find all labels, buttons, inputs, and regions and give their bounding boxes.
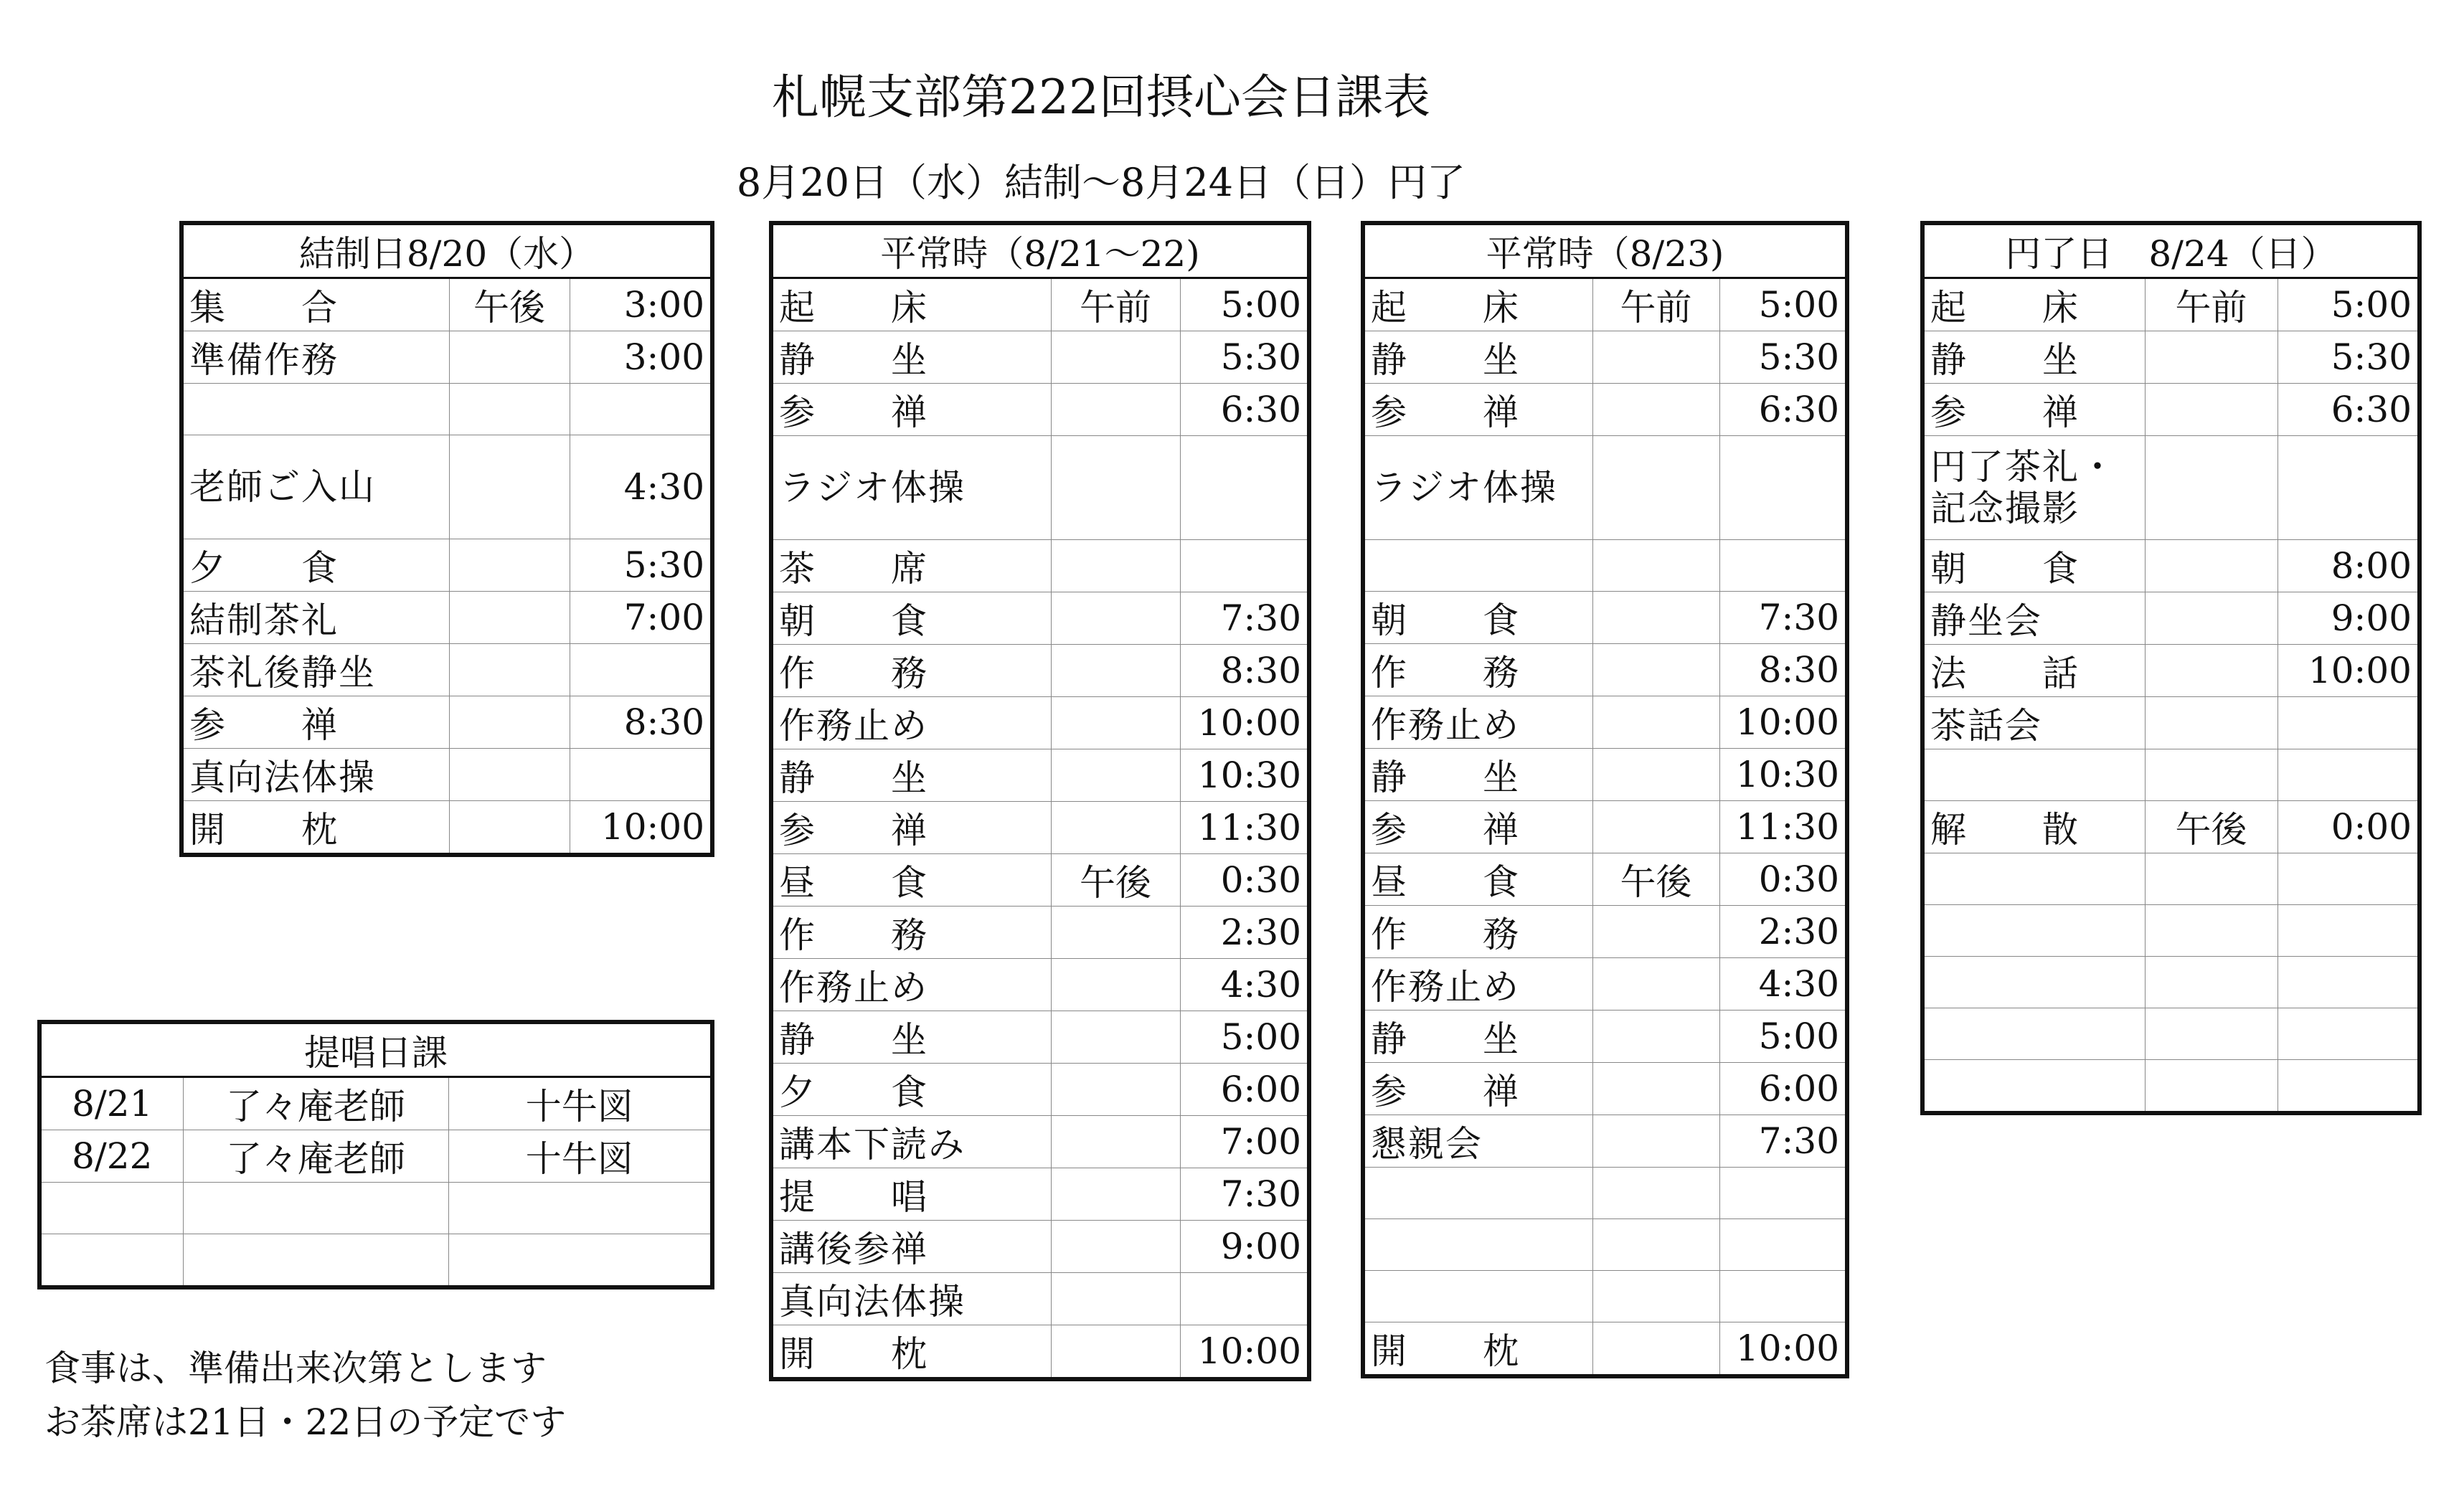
table-row <box>771 384 1309 436</box>
ampm-cell <box>1592 540 1719 592</box>
time-cell: 6:00 <box>1180 1064 1309 1116</box>
time-cell <box>2277 436 2420 540</box>
table-row <box>771 1011 1309 1064</box>
table-row <box>1363 384 1847 436</box>
activity-cell: 静 坐 <box>771 1011 1051 1064</box>
time-cell: 7:30 <box>1180 1168 1309 1221</box>
ampm-cell <box>2145 592 2277 645</box>
activity-cell: 法 話 <box>1922 645 2145 697</box>
table-row <box>181 278 712 331</box>
time-cell: 5:30 <box>570 539 712 592</box>
activity-cell: 茶礼後静坐 <box>181 644 449 696</box>
text-cell <box>448 1183 712 1234</box>
time-cell: 5:00 <box>1719 1011 1847 1063</box>
time-cell: 5:30 <box>2277 331 2420 384</box>
activity-cell <box>1363 540 1592 592</box>
table-row <box>1363 749 1847 801</box>
activity-cell: 静 坐 <box>771 749 1051 802</box>
ampm-cell <box>1592 958 1719 1011</box>
time-cell: 7:00 <box>1180 1116 1309 1168</box>
time-cell: 9:00 <box>1180 1221 1309 1273</box>
ampm-cell <box>2145 331 2277 384</box>
ampm-cell <box>1592 1271 1719 1322</box>
table-row <box>1922 592 2420 645</box>
ampm-cell <box>449 644 570 696</box>
activity-cell: 作務止め <box>771 959 1051 1011</box>
activity-cell: 真向法体操 <box>181 749 449 801</box>
ampm-cell <box>1592 1322 1719 1377</box>
teishou-table <box>37 1020 714 1289</box>
time-cell: 8:30 <box>570 696 712 749</box>
table-row <box>1363 696 1847 749</box>
date-cell: 8/21 <box>39 1077 183 1130</box>
time-cell: 6:30 <box>1719 384 1847 436</box>
table-row <box>771 959 1309 1011</box>
activity-cell: 作務止め <box>1363 958 1592 1011</box>
table-row <box>771 749 1309 802</box>
ampm-cell <box>1592 1168 1719 1219</box>
time-cell: 10:30 <box>1719 749 1847 801</box>
ampm-cell <box>1051 1168 1180 1221</box>
table-row <box>771 540 1309 592</box>
activity-cell: 解 散 <box>1922 801 2145 853</box>
ampm-cell <box>1051 540 1180 592</box>
time-cell: 7:00 <box>570 592 712 644</box>
activity-cell <box>1922 1008 2145 1060</box>
time-cell <box>2277 905 2420 957</box>
time-cell <box>2277 957 2420 1008</box>
time-cell: 3:00 <box>570 331 712 384</box>
activity-cell: 講本下読み <box>771 1116 1051 1168</box>
table-row <box>181 592 712 644</box>
table-row <box>1363 958 1847 1011</box>
time-cell <box>2277 1060 2420 1114</box>
activity-cell <box>1363 1168 1592 1219</box>
table-row <box>181 435 712 539</box>
time-cell: 10:00 <box>1719 696 1847 749</box>
ampm-cell <box>2145 540 2277 592</box>
table-row <box>181 644 712 696</box>
activity-cell: 参 禅 <box>181 696 449 749</box>
ampm-cell <box>449 331 570 384</box>
activity-cell: 起 床 <box>771 278 1051 331</box>
table-row <box>1363 1219 1847 1271</box>
ampm-cell <box>2145 1008 2277 1060</box>
teacher-cell: 了々庵老師 <box>183 1130 448 1183</box>
table-row <box>771 645 1309 697</box>
table-row <box>771 1273 1309 1325</box>
activity-cell: 朝 食 <box>771 592 1051 645</box>
table-row <box>181 749 712 801</box>
table-row <box>771 1064 1309 1116</box>
activity-cell <box>181 384 449 435</box>
ampm-cell <box>2145 697 2277 749</box>
heijou1-header: 平常時（8/21～22) <box>771 223 1309 278</box>
activity-cell: 準備作務 <box>181 331 449 384</box>
ampm-cell <box>2145 853 2277 905</box>
heijou1-table <box>769 221 1311 1381</box>
time-cell: 5:30 <box>1180 331 1309 384</box>
activity-cell: 作 務 <box>771 907 1051 959</box>
time-cell: 11:30 <box>1180 802 1309 854</box>
heijou2-table <box>1361 221 1849 1378</box>
time-cell <box>1180 540 1309 592</box>
activity-cell: 参 禅 <box>1922 384 2145 436</box>
ampm-cell <box>1592 1011 1719 1063</box>
enryou-table <box>1920 221 2422 1115</box>
time-cell: 8:30 <box>1180 645 1309 697</box>
time-cell <box>570 384 712 435</box>
table-row <box>1922 853 2420 905</box>
time-cell <box>570 749 712 801</box>
table-row <box>771 1221 1309 1273</box>
ampm-cell <box>1051 907 1180 959</box>
table-row <box>1363 853 1847 906</box>
activity-cell: 真向法体操 <box>771 1273 1051 1325</box>
table-row <box>1363 540 1847 592</box>
ampm-cell <box>2145 436 2277 540</box>
activity-cell: 開 枕 <box>771 1325 1051 1380</box>
ampm-cell <box>2145 957 2277 1008</box>
ampm-cell <box>1592 801 1719 853</box>
ampm-cell <box>1051 749 1180 802</box>
teacher-cell: 了々庵老師 <box>183 1077 448 1130</box>
ampm-cell <box>1051 959 1180 1011</box>
ampm-cell <box>2145 384 2277 436</box>
ampm-cell <box>1592 906 1719 958</box>
ampm-cell: 午後 <box>1592 853 1719 906</box>
teacher-cell <box>183 1234 448 1288</box>
table-row <box>771 1116 1309 1168</box>
activity-cell: ラジオ体操 <box>771 436 1051 540</box>
table-row <box>1922 1008 2420 1060</box>
table-row <box>39 1234 712 1288</box>
time-cell <box>1719 1271 1847 1322</box>
activity-cell <box>1922 749 2145 801</box>
activity-cell: 作 務 <box>771 645 1051 697</box>
table-row <box>1922 1060 2420 1114</box>
activity-cell <box>1922 1060 2145 1114</box>
ampm-cell <box>1592 696 1719 749</box>
activity-cell: 夕 食 <box>771 1064 1051 1116</box>
activity-cell: 昼 食 <box>771 854 1051 907</box>
table-row <box>771 697 1309 749</box>
activity-cell: 静 坐 <box>1363 749 1592 801</box>
ampm-cell <box>449 801 570 856</box>
table-row <box>1922 540 2420 592</box>
time-cell: 4:30 <box>1180 959 1309 1011</box>
ampm-cell <box>1592 1115 1719 1168</box>
table-row <box>1363 436 1847 540</box>
table-row <box>1922 749 2420 801</box>
activity-cell: 昼 食 <box>1363 853 1592 906</box>
ampm-cell <box>1592 1063 1719 1115</box>
table-row <box>1922 331 2420 384</box>
teishou-header: 提唱日課 <box>39 1022 712 1077</box>
time-cell: 7:30 <box>1719 592 1847 644</box>
activity-cell: 静 坐 <box>771 331 1051 384</box>
activity-cell: 朝 食 <box>1922 540 2145 592</box>
text-cell <box>448 1234 712 1288</box>
ampm-cell <box>1051 1273 1180 1325</box>
ampm-cell <box>1051 1011 1180 1064</box>
activity-cell: 参 禅 <box>1363 801 1592 853</box>
table-row <box>1363 1271 1847 1322</box>
ampm-cell: 午前 <box>1051 278 1180 331</box>
time-cell: 11:30 <box>1719 801 1847 853</box>
time-cell: 2:30 <box>1719 906 1847 958</box>
ampm-cell <box>1051 1116 1180 1168</box>
activity-cell: 静 坐 <box>1363 1011 1592 1063</box>
table-row <box>1363 1063 1847 1115</box>
ampm-cell <box>1592 592 1719 644</box>
page-subtitle: 8月20日（水）結制～8月24日（日）円了 <box>736 160 1466 205</box>
table-row <box>771 278 1309 331</box>
table-row <box>771 1168 1309 1221</box>
ampm-cell <box>1051 436 1180 540</box>
activity-cell: 集 合 <box>181 278 449 331</box>
time-cell: 6:00 <box>1719 1063 1847 1115</box>
ampm-cell <box>1592 1219 1719 1271</box>
table-row <box>1363 906 1847 958</box>
time-cell: 3:00 <box>570 278 712 331</box>
activity-cell: 参 禅 <box>1363 384 1592 436</box>
time-cell: 7:30 <box>1719 1115 1847 1168</box>
activity-cell: 起 床 <box>1922 278 2145 331</box>
time-cell <box>1719 436 1847 540</box>
time-cell: 9:00 <box>2277 592 2420 645</box>
ampm-cell: 午後 <box>2145 801 2277 853</box>
ampm-cell <box>1051 802 1180 854</box>
table-row <box>1922 905 2420 957</box>
ampm-cell: 午前 <box>1592 278 1719 331</box>
table-row <box>39 1130 712 1183</box>
table-row <box>771 802 1309 854</box>
activity-cell: 提 唱 <box>771 1168 1051 1221</box>
time-cell: 0:00 <box>2277 801 2420 853</box>
table-row <box>1363 278 1847 331</box>
kessei-header: 結制日8/20（水） <box>181 223 712 278</box>
time-cell: 10:30 <box>1180 749 1309 802</box>
table-row <box>1363 1168 1847 1219</box>
table-row <box>1922 697 2420 749</box>
table-row <box>1363 644 1847 696</box>
ampm-cell <box>2145 645 2277 697</box>
ampm-cell <box>2145 749 2277 801</box>
activity-cell <box>1363 1271 1592 1322</box>
time-cell: 5:00 <box>2277 278 2420 331</box>
time-cell <box>1180 1273 1309 1325</box>
activity-cell: 作 務 <box>1363 644 1592 696</box>
ampm-cell <box>449 435 570 539</box>
time-cell: 7:30 <box>1180 592 1309 645</box>
time-cell: 4:30 <box>570 435 712 539</box>
ampm-cell <box>1592 749 1719 801</box>
activity-cell: 作 務 <box>1363 906 1592 958</box>
time-cell: 10:00 <box>1719 1322 1847 1377</box>
time-cell <box>2277 697 2420 749</box>
time-cell: 0:30 <box>1719 853 1847 906</box>
activity-cell: 茶話会 <box>1922 697 2145 749</box>
table-row <box>771 592 1309 645</box>
time-cell <box>2277 1008 2420 1060</box>
activity-cell <box>1363 1219 1592 1271</box>
activity-cell: 起 床 <box>1363 278 1592 331</box>
time-cell <box>1719 1219 1847 1271</box>
table-row <box>1922 278 2420 331</box>
activity-cell: 静 坐 <box>1363 331 1592 384</box>
time-cell: 10:00 <box>1180 1325 1309 1380</box>
ampm-cell <box>1051 331 1180 384</box>
activity-cell: 作務止め <box>771 697 1051 749</box>
table-row <box>1363 1115 1847 1168</box>
time-cell: 2:30 <box>1180 907 1309 959</box>
ampm-cell <box>2145 1060 2277 1114</box>
time-cell <box>2277 853 2420 905</box>
activity-cell: 懇親会 <box>1363 1115 1592 1168</box>
ampm-cell <box>1051 592 1180 645</box>
ampm-cell: 午後 <box>449 278 570 331</box>
table-row <box>39 1183 712 1234</box>
table-row <box>1363 801 1847 853</box>
table-row <box>1922 801 2420 853</box>
ampm-cell <box>449 749 570 801</box>
activity-cell: 円了茶礼・記念撮影 <box>1922 436 2145 540</box>
text-cell: 十牛図 <box>448 1077 712 1130</box>
activity-cell: 講後参禅 <box>771 1221 1051 1273</box>
table-row <box>1922 645 2420 697</box>
table-row <box>181 801 712 856</box>
ampm-cell <box>1051 1325 1180 1380</box>
time-cell: 5:00 <box>1180 1011 1309 1064</box>
activity-cell: 静 坐 <box>1922 331 2145 384</box>
ampm-cell <box>1051 1221 1180 1273</box>
kessei-table <box>179 221 714 857</box>
time-cell: 6:30 <box>2277 384 2420 436</box>
date-cell <box>39 1234 183 1288</box>
table-row <box>1922 384 2420 436</box>
activity-cell: 開 枕 <box>1363 1322 1592 1377</box>
activity-cell: 茶 席 <box>771 540 1051 592</box>
ampm-cell <box>2145 905 2277 957</box>
table-row <box>181 384 712 435</box>
table-row <box>1363 1011 1847 1063</box>
note-meals: 食事は、準備出来次第とします <box>44 1348 547 1389</box>
time-cell <box>1719 1168 1847 1219</box>
activity-cell <box>1922 905 2145 957</box>
time-cell: 0:30 <box>1180 854 1309 907</box>
ampm-cell <box>1051 1064 1180 1116</box>
activity-cell: ラジオ体操 <box>1363 436 1592 540</box>
time-cell: 5:00 <box>1719 278 1847 331</box>
time-cell: 5:30 <box>1719 331 1847 384</box>
ampm-cell <box>449 696 570 749</box>
table-row <box>771 1325 1309 1380</box>
activity-cell <box>1922 853 2145 905</box>
time-cell <box>1719 540 1847 592</box>
activity-cell: 参 禅 <box>771 384 1051 436</box>
activity-cell: 結制茶礼 <box>181 592 449 644</box>
time-cell: 10:00 <box>2277 645 2420 697</box>
ampm-cell <box>1592 436 1719 540</box>
heijou2-header: 平常時（8/23) <box>1363 223 1847 278</box>
ampm-cell <box>1592 331 1719 384</box>
activity-cell: 朝 食 <box>1363 592 1592 644</box>
activity-cell: 静坐会 <box>1922 592 2145 645</box>
table-row <box>181 331 712 384</box>
text-cell: 十牛図 <box>448 1130 712 1183</box>
table-row <box>1922 957 2420 1008</box>
activity-cell: 開 枕 <box>181 801 449 856</box>
date-cell <box>39 1183 183 1234</box>
enryou-header: 円了日 8/24（日） <box>1922 223 2420 278</box>
table-row <box>771 907 1309 959</box>
time-cell: 8:30 <box>1719 644 1847 696</box>
time-cell <box>1180 436 1309 540</box>
table-row <box>1363 331 1847 384</box>
activity-cell: 夕 食 <box>181 539 449 592</box>
table-row <box>771 854 1309 907</box>
time-cell: 6:30 <box>1180 384 1309 436</box>
ampm-cell <box>1051 645 1180 697</box>
time-cell: 4:30 <box>1719 958 1847 1011</box>
table-row <box>39 1077 712 1130</box>
activity-cell: 参 禅 <box>771 802 1051 854</box>
page-title: 札幌支部第222回摂心会日課表 <box>772 70 1430 125</box>
ampm-cell <box>449 384 570 435</box>
time-cell: 10:00 <box>570 801 712 856</box>
teacher-cell <box>183 1183 448 1234</box>
table-row <box>771 331 1309 384</box>
ampm-cell: 午後 <box>1051 854 1180 907</box>
time-cell: 5:00 <box>1180 278 1309 331</box>
table-row <box>181 539 712 592</box>
activity-cell: 参 禅 <box>1363 1063 1592 1115</box>
table-row <box>771 436 1309 540</box>
ampm-cell <box>449 539 570 592</box>
date-cell: 8/22 <box>39 1130 183 1183</box>
ampm-cell: 午前 <box>2145 278 2277 331</box>
ampm-cell <box>1592 644 1719 696</box>
table-row <box>1363 592 1847 644</box>
ampm-cell <box>449 592 570 644</box>
activity-cell: 老師ご入山 <box>181 435 449 539</box>
note-tea: お茶席は21日・22日の予定です <box>44 1401 567 1443</box>
ampm-cell <box>1051 384 1180 436</box>
time-cell <box>570 644 712 696</box>
table-row <box>181 696 712 749</box>
time-cell: 10:00 <box>1180 697 1309 749</box>
activity-cell: 作務止め <box>1363 696 1592 749</box>
time-cell <box>2277 749 2420 801</box>
table-row <box>1363 1322 1847 1377</box>
time-cell: 8:00 <box>2277 540 2420 592</box>
activity-cell <box>1922 957 2145 1008</box>
ampm-cell <box>1592 384 1719 436</box>
table-row <box>1922 436 2420 540</box>
ampm-cell <box>1051 697 1180 749</box>
